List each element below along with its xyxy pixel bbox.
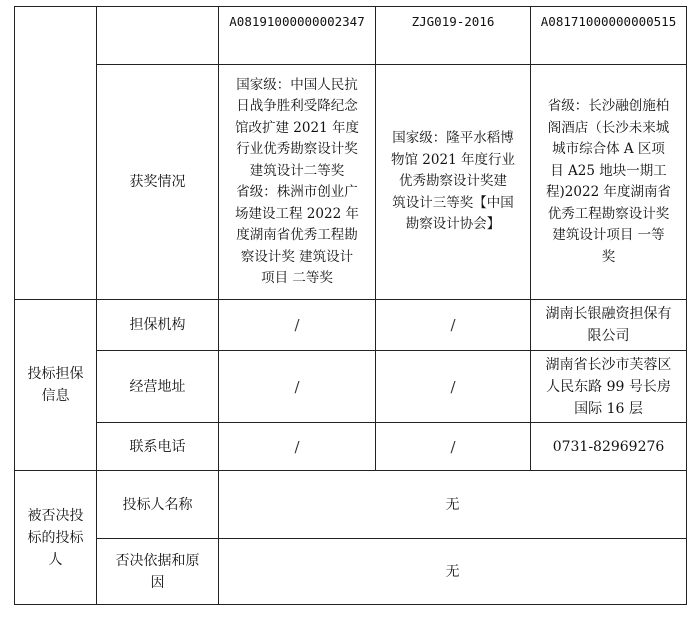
- bidder-3-code: A08171000000000515: [531, 7, 687, 65]
- award-line: 优秀工程勘察设计奖: [547, 205, 670, 222]
- award-line: 建筑设计二等奖: [249, 162, 345, 179]
- bidder-1-awards: [219, 65, 376, 300]
- rejected-reason-label: 否决依据和原 因: [97, 539, 219, 605]
- empty-corner-cell: [15, 7, 97, 300]
- code-row: [15, 7, 687, 65]
- rejected-section-label: 被否决投 标的投标 人: [15, 471, 97, 605]
- awards-label: 获奖情况: [97, 65, 219, 300]
- award-line: 目 A25 地块一期工: [550, 162, 667, 179]
- award-line: 项目 二等奖: [261, 270, 333, 286]
- award-line: 度湖南省优秀工程勘: [236, 227, 358, 243]
- guarantee-section-label: 投标担保 信息: [15, 300, 97, 471]
- award-line: 筑设计三等奖【中国: [392, 194, 514, 211]
- rejected-reason-row: [15, 539, 687, 605]
- award-line: 建筑设计项目 一等: [552, 227, 665, 243]
- bidder-2-awards: [376, 65, 531, 300]
- bidder-2-code: ZJG019-2016: [376, 7, 531, 65]
- bidder-3-guarantee-org: 湖南长银融资担保有 限公司: [531, 300, 687, 351]
- award-line: 程)2022 年度湖南省: [546, 184, 671, 200]
- rejected-name-label: 投标人名称: [97, 471, 219, 539]
- award-line: 优秀勘察设计奖建: [399, 173, 507, 190]
- award-line: 行业优秀勘察设计奖: [236, 141, 358, 157]
- award-line: 察设计奖 建筑设计: [240, 248, 354, 265]
- bidder-3-phone: 0731-82969276: [531, 423, 687, 471]
- award-line: 日战争胜利受降纪念: [236, 98, 358, 114]
- award-line: 勘察设计协会】: [405, 216, 501, 233]
- award-line: 阁酒店（长沙未来城: [547, 119, 670, 136]
- award-line: 馆改扩建 2021 年度: [235, 119, 359, 136]
- guarantee-phone-label: 联系电话: [97, 423, 219, 471]
- bidder-3-address: 湖南省长沙市芙蓉区 人民东路 99 号长房 国际 16 层: [531, 351, 687, 423]
- empty-label-cell: [97, 7, 219, 65]
- rejected-reason-value: 无: [219, 539, 687, 605]
- guarantee-phone-row: [15, 423, 687, 471]
- bid-info-table: [14, 6, 687, 605]
- bidder-2-address: /: [376, 351, 531, 423]
- bidder-2-phone: /: [376, 423, 531, 471]
- bidder-1-code: A08191000000002347: [219, 7, 376, 65]
- awards-row: [15, 65, 687, 300]
- bidder-1-address: /: [219, 351, 376, 423]
- rejected-name-value: 无: [219, 471, 687, 539]
- award-line: 省级：株洲市创业广: [236, 184, 358, 200]
- guarantee-org-label: 担保机构: [97, 300, 219, 351]
- guarantee-address-label: 经营地址: [97, 351, 219, 423]
- bidder-2-guarantee-org: /: [376, 300, 531, 351]
- rejected-name-row: [15, 471, 687, 539]
- award-line: 国家级：中国人民抗: [236, 76, 358, 93]
- award-line: 省级：长沙融创施柏: [547, 98, 670, 114]
- bidder-3-awards: [531, 65, 687, 300]
- award-line: 物馆 2021 年度行业: [391, 151, 515, 168]
- award-line: 场建设工程 2022 年: [235, 205, 359, 222]
- guarantee-address-row: [15, 351, 687, 423]
- bidder-1-guarantee-org: /: [219, 300, 376, 351]
- guarantee-org-row: [15, 300, 687, 351]
- award-line: 奖: [601, 248, 616, 265]
- bidder-1-phone: /: [219, 423, 376, 471]
- award-line: 国家级：隆平水稻博: [392, 130, 514, 147]
- award-line: 城市综合体 A 区项: [552, 141, 665, 157]
